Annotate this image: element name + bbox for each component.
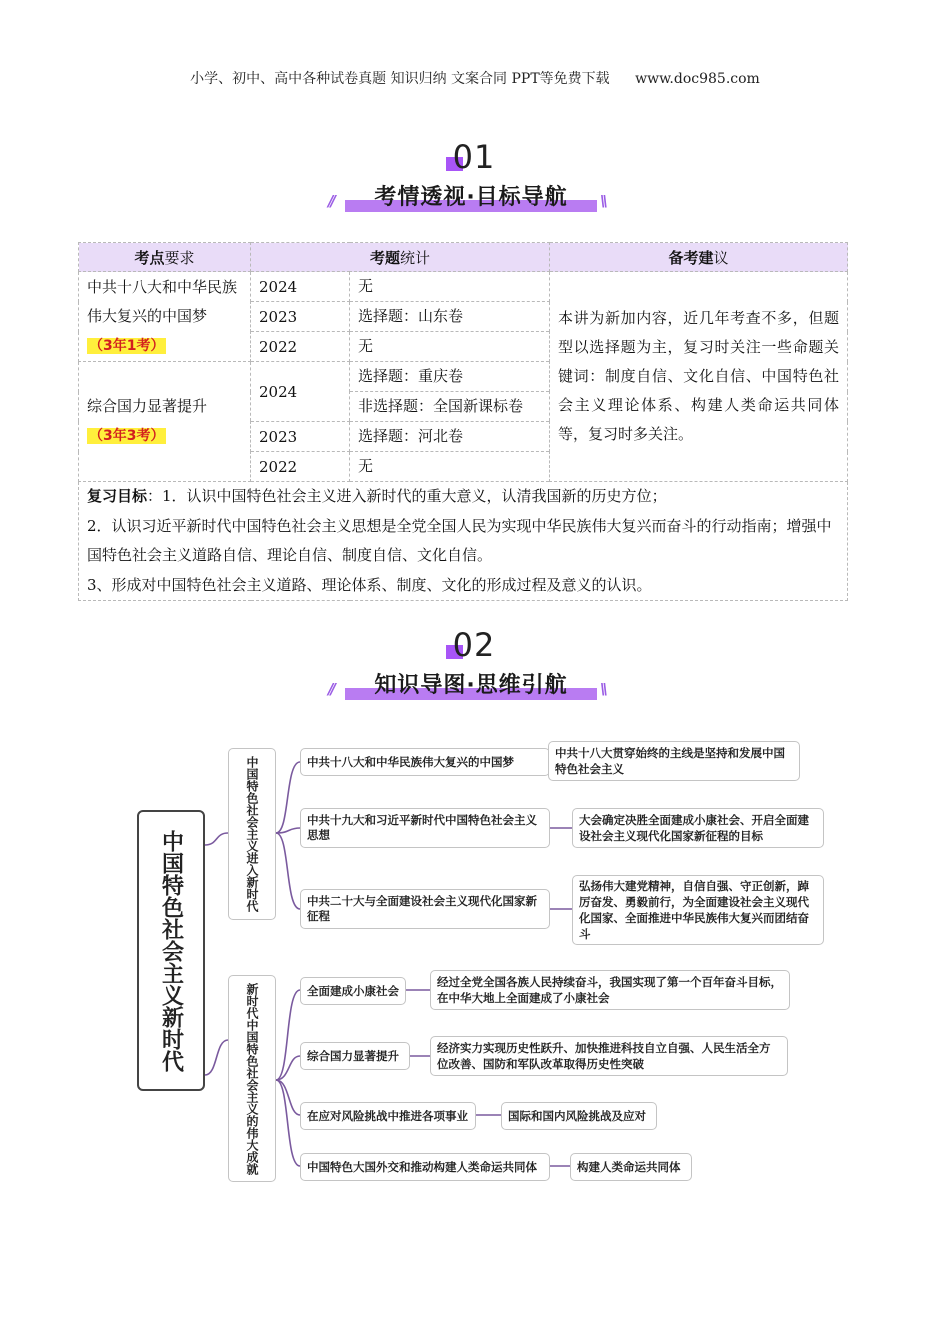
year-cell: 2024 <box>251 272 350 302</box>
review-goals: 复习目标：1．认识中国特色社会主义进入新时代的重大意义，认清我国新的历史方位； 2．认识习近平新时代中国特色社会主义思想是全党全国人民为实现中华民族伟大复兴而奋斗的行动指南；增强中国特色社会主义道路自信、理论自信、制度自信、文化自信。 3、形成对中国特色社会主义道路、理论体系、制度、文化的形成过程及意义的认识。 <box>79 482 848 601</box>
section1-slash-left: // <box>328 192 333 210</box>
branch2-item-2: 综合国力显著提升 <box>300 1042 410 1070</box>
branch2-node: 新时代中国特色社会主义的伟大成就 <box>228 975 276 1182</box>
section1-slash-right: \\ <box>600 192 605 210</box>
branch2-detail-1: 经过全党全国各族人民持续奋斗，我国实现了第一个百年奋斗目标，在中华大地上全面建成了小康社会 <box>430 970 790 1010</box>
topic-cell-1: 中共十八大和中华民族伟大复兴的中国梦 （3年1考） <box>79 272 251 362</box>
goal-label: 复习目标 <box>87 487 148 505</box>
branch1-detail-1: 中共十八大贯穿始终的主线是坚持和发展中国特色社会主义 <box>548 741 800 781</box>
question-cell: 无 <box>350 272 550 302</box>
advice-cell: 本讲为新加内容，近几年考查不多，但题型以选择题为主，复习时关注一些命题关键词：制度自信、文化自信、中国特色社会主义理论体系、构建人类命运共同体等，复习时多关注。 <box>550 272 848 482</box>
question-cell: 选择题：重庆卷 <box>350 362 550 392</box>
branch2-item-1: 全面建成小康社会 <box>300 977 406 1005</box>
question-cell: 无 <box>350 452 550 482</box>
section2-title: 知识导图·思维引航 <box>374 673 568 698</box>
branch1-node: 中国特色社会主义进入新时代 <box>228 748 276 920</box>
branch2-item-3: 在应对风险挑战中推进各项事业 <box>300 1102 476 1130</box>
question-cell: 选择题：山东卷 <box>350 302 550 332</box>
topic-tag-1: （3年1考） <box>89 337 165 354</box>
section2-slash-left: // <box>328 680 333 698</box>
year-cell: 2023 <box>251 422 350 452</box>
topic-cell-2: 综合国力显著提升 （3年3考） <box>79 362 251 482</box>
mindmap-root: 中国特色社会主义新时代 <box>137 810 205 1091</box>
section2-slash-right: \\ <box>600 680 605 698</box>
year-cell: 2023 <box>251 302 350 332</box>
question-cell: 选择题：河北卷 <box>350 422 550 452</box>
branch2-item-4: 中国特色大国外交和推动构建人类命运共同体 <box>300 1153 550 1181</box>
header-text: 小学、初中、高中各种试卷真题 知识归纳 文案合同 PPT等免费下载 <box>190 71 610 87</box>
branch1-item-2: 中共十九大和习近平新时代中国特色社会主义思想 <box>300 808 550 848</box>
section1-number: 01 <box>452 138 496 176</box>
header-stats: 考题统计 <box>251 243 550 272</box>
branch1-item-1: 中共十八大和中华民族伟大复兴的中国梦 <box>300 748 550 776</box>
year-cell: 2024 <box>251 362 350 422</box>
branch1-detail-3: 弘扬伟大建党精神，自信自强、守正创新，踔厉奋发、勇毅前行，为全面建设社会主义现代化国家、全面推进中华民族伟大复兴而团结奋斗 <box>572 875 824 945</box>
branch1-detail-2: 大会确定决胜全面建成小康社会、开启全面建设社会主义现代化国家新征程的目标 <box>572 808 824 848</box>
branch1-item-3: 中共二十大与全面建设社会主义现代化国家新征程 <box>300 889 550 929</box>
header-url: www.doc985.com <box>635 71 760 87</box>
branch2-detail-3: 国际和国内风险挑战及应对 <box>501 1102 657 1130</box>
branch2-detail-2: 经济实力实现历史性跃升、加快推进科技自立自强、人民生活全方位改善、国防和军队改革取得历史性突破 <box>430 1036 788 1076</box>
header-topic: 考点要求 <box>79 243 251 272</box>
header-advice: 备考建议 <box>550 243 848 272</box>
section1-title: 考情透视·目标导航 <box>374 185 568 210</box>
year-cell: 2022 <box>251 332 350 362</box>
branch2-detail-4: 构建人类命运共同体 <box>570 1153 692 1181</box>
topic-tag-2: （3年3考） <box>89 428 165 444</box>
year-cell: 2022 <box>251 452 350 482</box>
question-cell: 无 <box>350 332 550 362</box>
section2-number: 02 <box>452 626 496 664</box>
question-cell: 非选择题：全国新课标卷 <box>350 392 550 422</box>
